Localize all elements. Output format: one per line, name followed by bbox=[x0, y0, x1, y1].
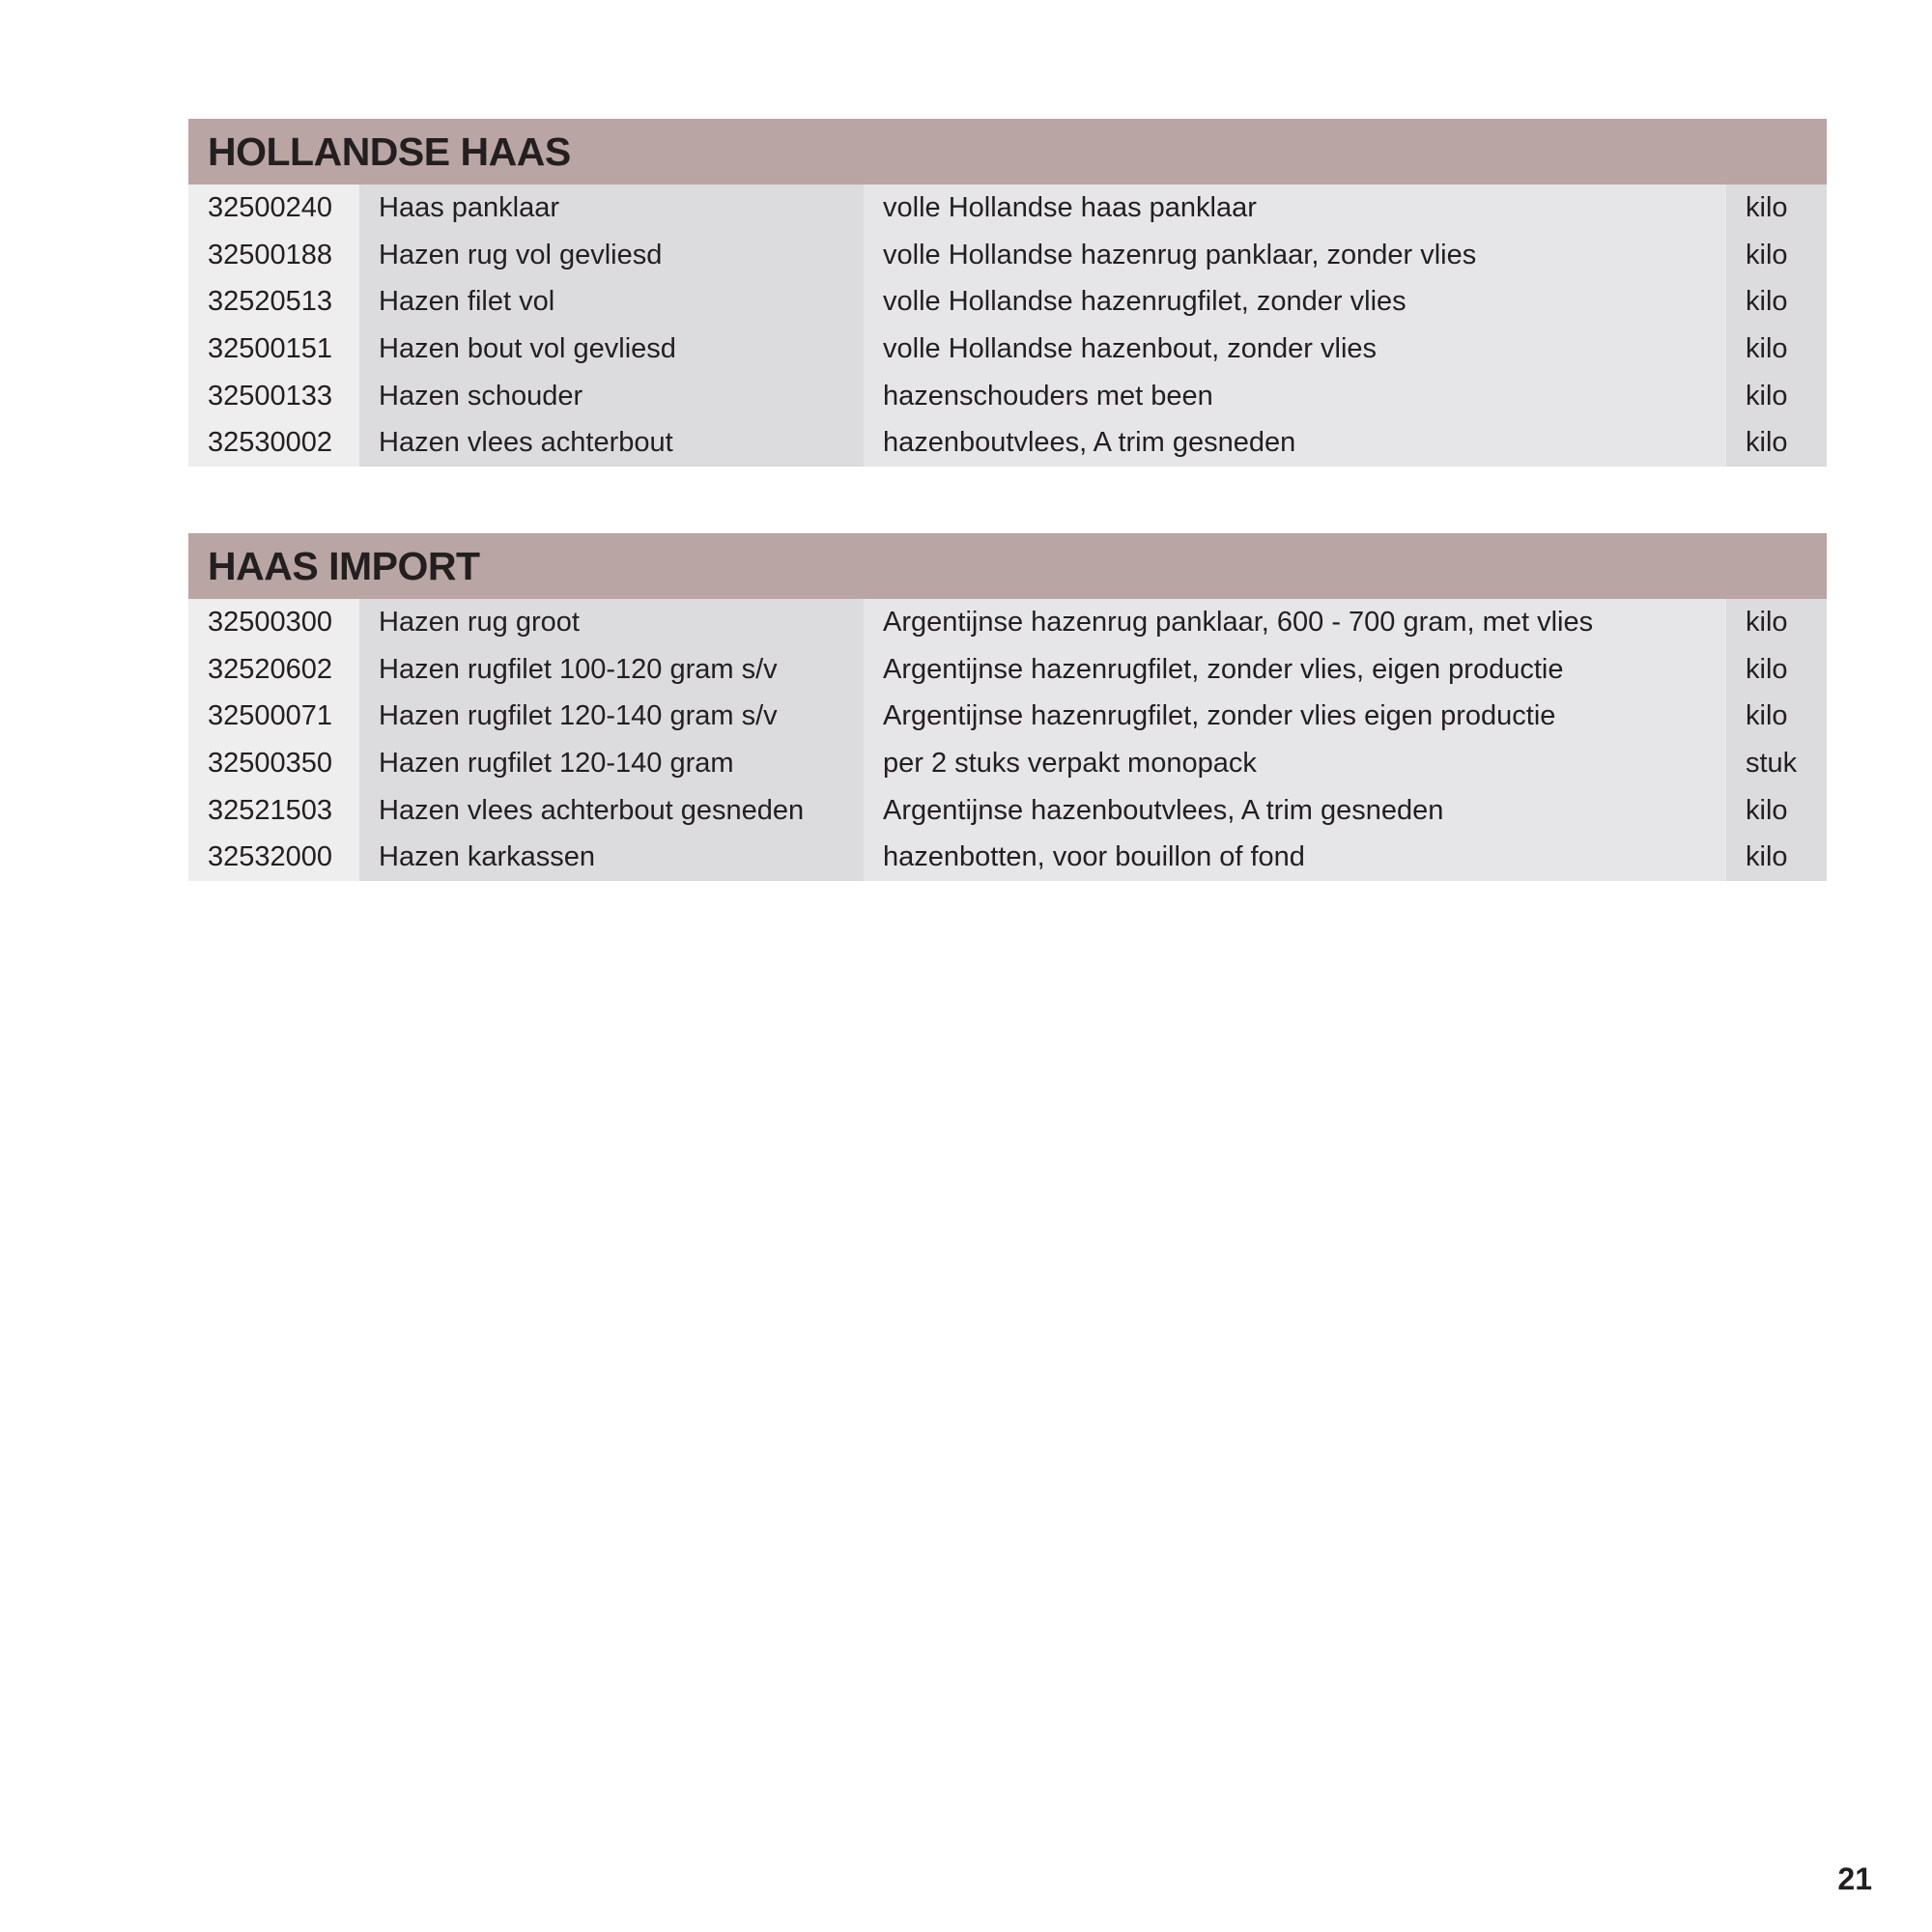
product-unit: kilo bbox=[1726, 326, 1827, 373]
product-name: Hazen vlees achterbout gesneden bbox=[359, 787, 864, 835]
product-name: Hazen rugfilet 120-140 gram bbox=[359, 740, 864, 787]
product-code: 32520513 bbox=[188, 278, 359, 326]
section-title: HAAS IMPORT bbox=[188, 533, 1827, 599]
product-name: Hazen rug vol gevliesd bbox=[359, 232, 864, 279]
product-name: Hazen bout vol gevliesd bbox=[359, 326, 864, 373]
product-name: Hazen rugfilet 120-140 gram s/v bbox=[359, 693, 864, 740]
section-haas-import bbox=[188, 533, 1827, 881]
product-description: hazenbotten, voor bouillon of fond bbox=[864, 834, 1726, 881]
product-code: 32500240 bbox=[188, 185, 359, 232]
product-unit: kilo bbox=[1726, 693, 1827, 740]
product-name: Hazen rugfilet 100-120 gram s/v bbox=[359, 646, 864, 694]
product-description: hazenschouders met been bbox=[864, 373, 1726, 420]
product-description: volle Hollandse haas panklaar bbox=[864, 185, 1726, 232]
product-name: Hazen rug groot bbox=[359, 599, 864, 646]
product-name: Hazen karkassen bbox=[359, 834, 864, 881]
product-table bbox=[188, 185, 1827, 467]
product-name: Hazen filet vol bbox=[359, 278, 864, 326]
product-description: Argentijnse hazenrugfilet, zonder vlies eigen productie bbox=[864, 693, 1726, 740]
product-code: 32500350 bbox=[188, 740, 359, 787]
product-description: volle Hollandse hazenrug panklaar, zonder vlies bbox=[864, 232, 1726, 279]
product-unit: kilo bbox=[1726, 185, 1827, 232]
product-unit: kilo bbox=[1726, 646, 1827, 694]
page-number: 21 bbox=[1837, 1861, 1872, 1896]
product-description: Argentijnse hazenrug panklaar, 600 - 700 gram, met vlies bbox=[864, 599, 1726, 646]
product-code: 32500300 bbox=[188, 599, 359, 646]
product-name: Hazen vlees achterbout bbox=[359, 419, 864, 467]
product-description: Argentijnse hazenboutvlees, A trim gesneden bbox=[864, 787, 1726, 835]
section-title: HOLLANDSE HAAS bbox=[188, 119, 1827, 185]
product-unit: kilo bbox=[1726, 278, 1827, 326]
product-code: 32500071 bbox=[188, 693, 359, 740]
product-unit: kilo bbox=[1726, 419, 1827, 467]
product-code: 32500151 bbox=[188, 326, 359, 373]
product-unit: kilo bbox=[1726, 599, 1827, 646]
product-unit: kilo bbox=[1726, 834, 1827, 881]
product-code: 32500188 bbox=[188, 232, 359, 279]
product-code: 32520602 bbox=[188, 646, 359, 694]
product-name: Haas panklaar bbox=[359, 185, 864, 232]
product-description: volle Hollandse hazenbout, zonder vlies bbox=[864, 326, 1726, 373]
product-code: 32532000 bbox=[188, 834, 359, 881]
product-unit: stuk bbox=[1726, 740, 1827, 787]
product-table bbox=[188, 599, 1827, 881]
product-code: 32530002 bbox=[188, 419, 359, 467]
product-name: Hazen schouder bbox=[359, 373, 864, 420]
product-unit: kilo bbox=[1726, 232, 1827, 279]
section-hollandse-haas bbox=[188, 119, 1827, 467]
product-code: 32521503 bbox=[188, 787, 359, 835]
product-code: 32500133 bbox=[188, 373, 359, 420]
product-description: volle Hollandse hazenrugfilet, zonder vlies bbox=[864, 278, 1726, 326]
product-unit: kilo bbox=[1726, 373, 1827, 420]
product-description: Argentijnse hazenrugfilet, zonder vlies, eigen productie bbox=[864, 646, 1726, 694]
product-unit: kilo bbox=[1726, 787, 1827, 835]
product-description: hazenboutvlees, A trim gesneden bbox=[864, 419, 1726, 467]
product-description: per 2 stuks verpakt monopack bbox=[864, 740, 1726, 787]
